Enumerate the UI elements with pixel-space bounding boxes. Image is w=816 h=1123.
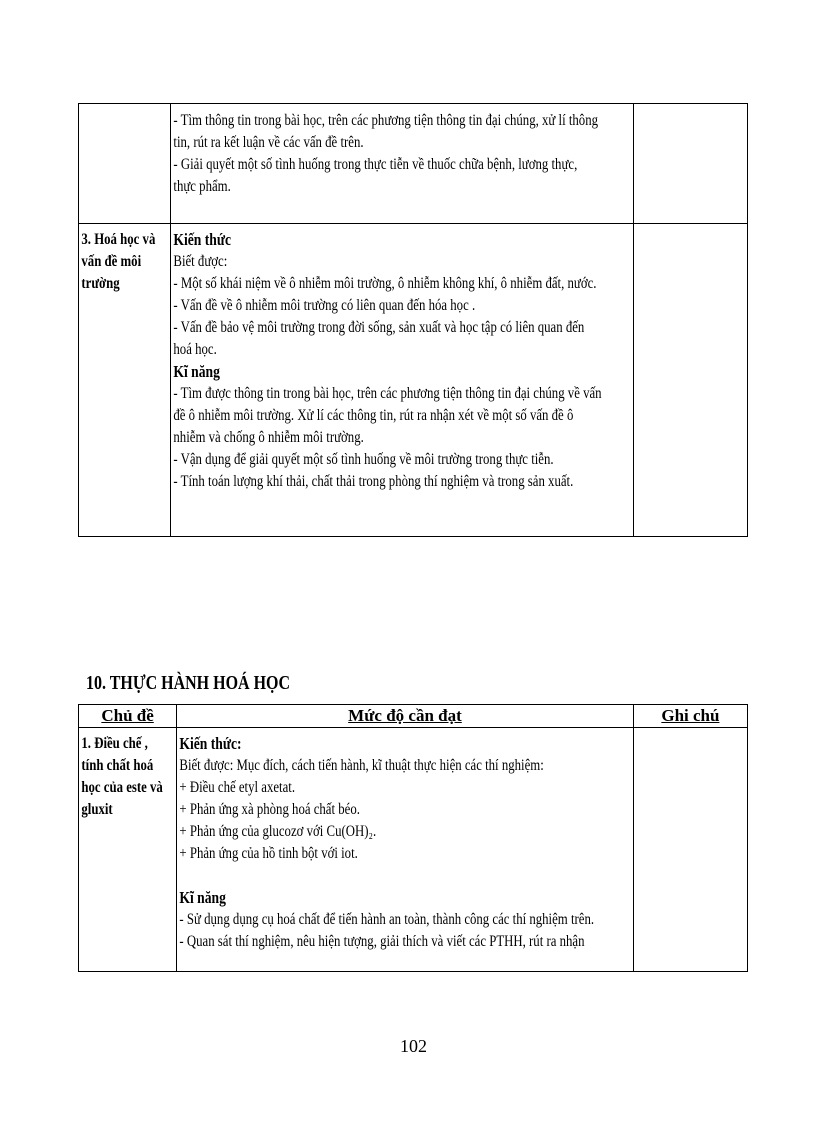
- text-line: - Vận dụng để giải quyết một số tình huống về môi trường trong thực tiễn.: [173, 451, 554, 468]
- text-line: - Vấn đề bảo vệ môi trường trong đời sống, sản xuất và học tập có liên quan đến: [173, 319, 585, 336]
- text-line: - Tìm thông tin trong bài học, trên các phương tiện thông tin đại chúng, xử lí thông: [173, 112, 599, 129]
- topic-line: vấn đề môi: [81, 253, 142, 270]
- header-topic: Chủ đề: [79, 705, 177, 728]
- text-line: - Sử dụng dụng cụ hoá chất để tiến hành an toàn, thành công các thí nghiệm trên.: [179, 911, 595, 928]
- page-number: 102: [400, 1036, 427, 1056]
- text-line: + Điều chế etyl axetat.: [179, 779, 296, 796]
- text-line: Biết được: Mục đích, cách tiến hành, kĩ thuật thực hiện các thí nghiệm:: [179, 757, 544, 774]
- topic-line: 3. Hoá học và: [81, 231, 156, 248]
- text-line: - Tìm được thông tin trong bài học, trên các phương tiện thông tin đại chúng về vấn: [173, 385, 602, 402]
- skills-heading: Kĩ năng: [173, 362, 221, 381]
- text-line: tin, rút ra kết luận về các vấn đề trên.: [173, 134, 364, 151]
- text-line: + Phản ứng xà phòng hoá chất béo.: [179, 801, 361, 818]
- requirement-cell: [171, 104, 634, 224]
- topic-cell: [79, 224, 171, 537]
- text-line: đề ô nhiễm môi trường. Xử lí các thông tin, rút ra nhận xét về một số vấn đề ô: [173, 407, 574, 424]
- knowledge-heading: Kiến thức:: [179, 734, 242, 753]
- table-row: [79, 728, 748, 972]
- practice-table: [78, 704, 748, 972]
- topic-line: 1. Điều chế ,: [81, 735, 148, 752]
- topic-cell: [79, 104, 171, 224]
- topic-line: học của este và: [81, 779, 163, 796]
- section-title: 10. THỰC HÀNH HOÁ HỌC: [86, 672, 291, 694]
- note-cell: [633, 728, 747, 972]
- topic-line: tính chất hoá: [81, 757, 154, 774]
- note-cell: [633, 224, 747, 537]
- text-line: Biết được:: [173, 253, 228, 270]
- topic-cell: [79, 728, 177, 972]
- table-continuation: [78, 103, 748, 537]
- text-line: - Quan sát thí nghiệm, nêu hiện tượng, giải thích và viết các PTHH, rút ra nhận: [179, 933, 585, 950]
- skills-heading: Kĩ năng: [179, 888, 227, 907]
- text-line: - Một số khái niệm về ô nhiễm môi trường, ô nhiễm không khí, ô nhiễm đất, nước.: [173, 275, 597, 292]
- text-line: - Vấn đề về ô nhiễm môi trường có liên quan đến hóa học .: [173, 297, 476, 314]
- text-line: + Phản ứng của glucozơ với Cu(OH)₂.: [179, 823, 377, 840]
- topic-line: gluxit: [81, 801, 113, 818]
- header-requirement: Mức độ cần đạt: [177, 705, 634, 728]
- text-line: thực phẩm.: [173, 178, 231, 195]
- requirement-cell: [177, 728, 634, 972]
- table-row: [79, 104, 748, 224]
- text-line: - Giải quyết một số tình huống trong thực tiễn về thuốc chữa bệnh, lương thực,: [173, 156, 578, 173]
- header-note: Ghi chú: [633, 705, 747, 728]
- knowledge-heading: Kiến thức: [173, 230, 232, 249]
- text-line: nhiễm và chống ô nhiễm môi trường.: [173, 429, 364, 446]
- topic-line: trường: [81, 275, 120, 292]
- note-cell: [633, 104, 747, 224]
- requirement-cell: [171, 224, 634, 537]
- table-row: [79, 224, 748, 537]
- spacer: [180, 865, 539, 887]
- text-line: hoá học.: [173, 341, 217, 358]
- text-line: + Phản ứng của hồ tinh bột với iot.: [179, 845, 358, 862]
- text-line: - Tính toán lượng khí thải, chất thải trong phòng thí nghiệm và trong sản xuất.: [173, 473, 574, 490]
- header-row: [79, 705, 748, 728]
